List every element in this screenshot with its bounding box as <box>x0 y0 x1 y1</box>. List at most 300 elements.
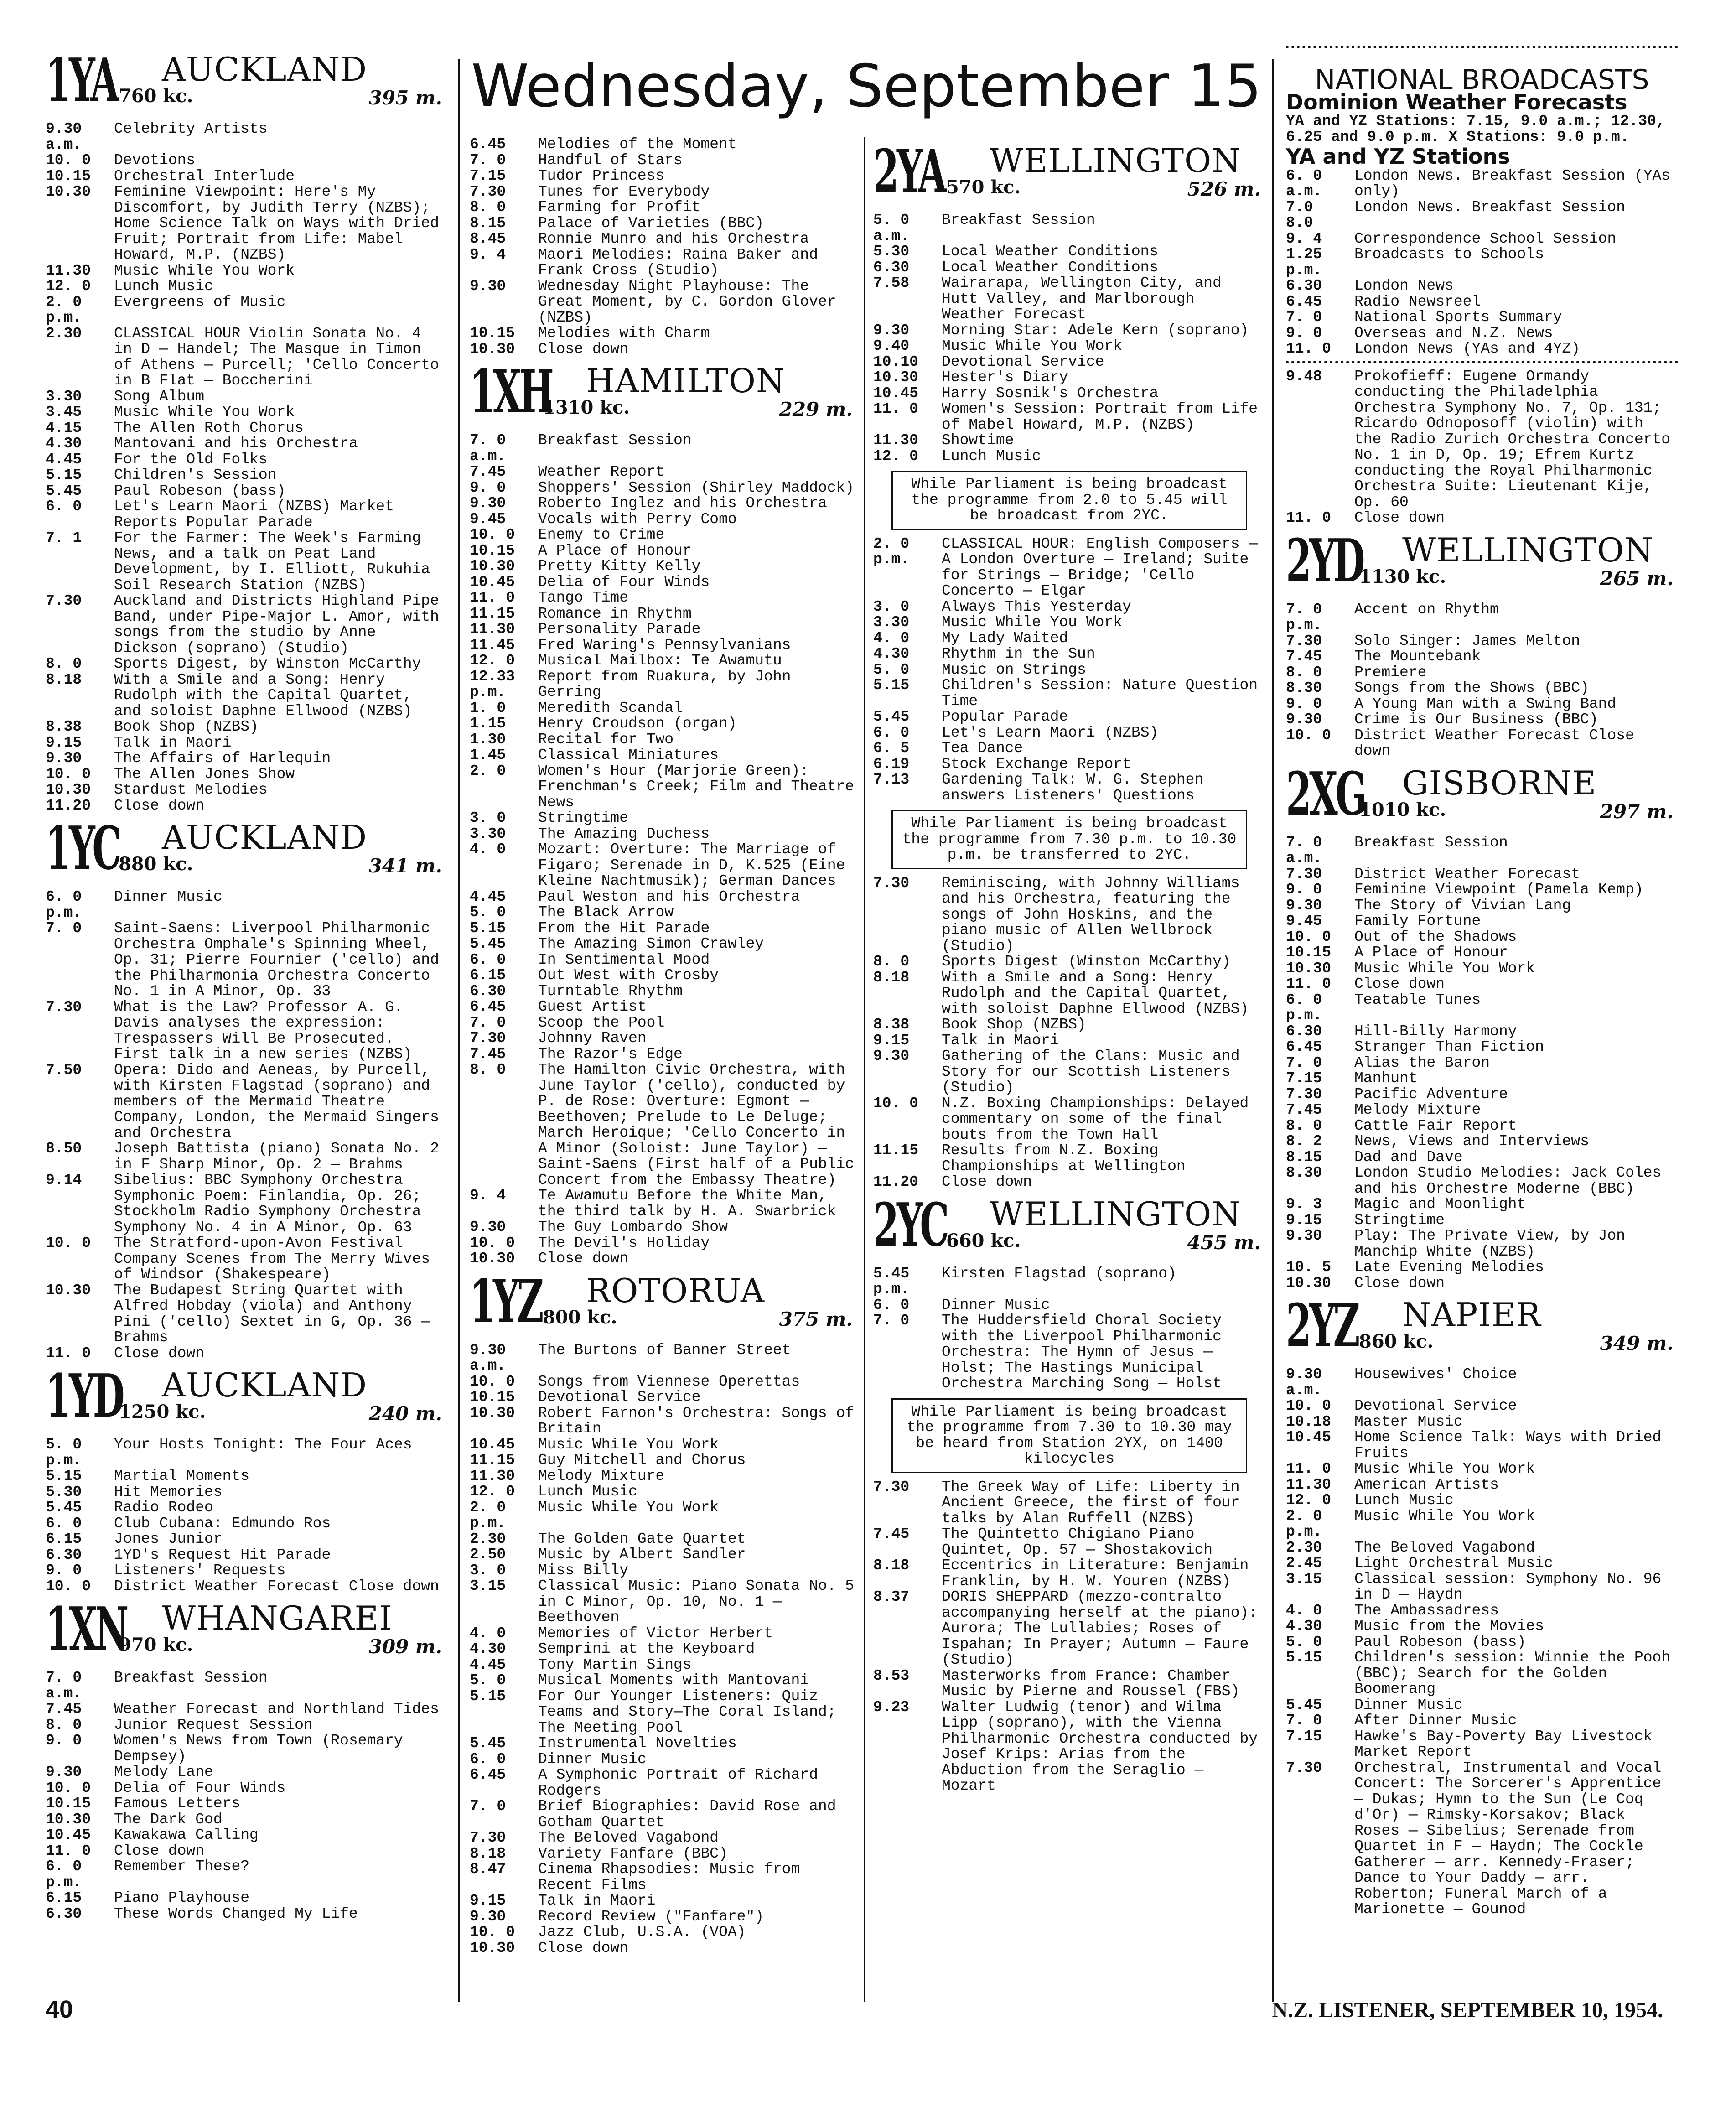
programme-title: Feminine Viewpoint (Pamela Kemp) <box>1354 881 1643 898</box>
programme-row <box>470 184 857 200</box>
programme-title: Record Review ("Fanfare") <box>538 1908 764 1925</box>
programme-time: 8.47 <box>470 1861 506 1878</box>
programme-row <box>46 921 447 1000</box>
programme-time: 11. 0 <box>46 1344 91 1362</box>
ornamental-rule <box>1286 361 1678 369</box>
programme-time: 9.45 <box>1286 913 1322 929</box>
programme-time: 11.30 <box>470 1467 515 1484</box>
programme-title: Eccentrics in Literature: Benjamin Franklin, by H. W. Youren (NZBS) <box>942 1557 1258 1590</box>
programme-time: 10.15 <box>46 167 91 185</box>
weather-title: Dominion Weather Forecasts <box>1286 89 1627 114</box>
programme-time: 4.30 <box>470 1640 506 1657</box>
programme-title: Gardening Talk: W. G. Stephen answers Listeners' Questions <box>942 771 1213 804</box>
column-divider <box>458 59 460 2002</box>
programme-time: 1.15 <box>470 715 506 732</box>
programme-time: 11. 0 <box>470 589 515 606</box>
programme-row <box>1286 1635 1678 1650</box>
programme-row <box>1286 913 1678 929</box>
programme-row <box>873 662 1265 678</box>
programme-row <box>1286 1461 1678 1477</box>
programme-time: 1.30 <box>470 731 506 748</box>
station-schedule <box>1286 369 1678 526</box>
programme-time: 8.50 <box>46 1140 82 1157</box>
programme-row <box>873 536 1265 599</box>
programme-row <box>46 593 447 656</box>
programme-time: 9.30 <box>470 1219 506 1235</box>
programme-title: Opera: Dido and Aeneas, by Purcell, with Kirsten Flagstad (soprano) and members of the Mermaid Theatre Company, London, the Mermaid Singers and Orchestra <box>114 1061 448 1142</box>
programme-title: What is the Law? Professor A. G. Davis analyses the expression: Trespassers Will Be Prosecuted. First talk in a new series (NZBS) <box>114 998 412 1063</box>
programme-row <box>470 496 857 512</box>
programme-title: Semprini at the Keyboard <box>538 1640 755 1657</box>
programme-title: The Ambassadress <box>1354 1602 1499 1619</box>
programme-title: Junior Request Session <box>114 1716 313 1734</box>
column-3 <box>873 137 1265 1794</box>
programme-time: 8. 0 <box>1286 664 1322 681</box>
programme-title: Popular Parade <box>942 708 1068 725</box>
station-frequency: 1130 kc. <box>1359 566 1446 587</box>
programme-title: Rhythm in the Sun <box>942 645 1095 662</box>
programme-row <box>46 1733 447 1765</box>
programme-title: A Young Man with a Swing Band <box>1354 695 1617 712</box>
programme-time: 6.15 <box>46 1889 82 1906</box>
programme-time: 9.15 <box>1286 1211 1322 1229</box>
programme-time: 2. 0 p.m. <box>470 1499 515 1531</box>
programme-time: 1.45 <box>470 747 506 763</box>
station-call-sign: 2YZ <box>1286 1291 1358 1360</box>
programme-row <box>470 1484 857 1500</box>
programme-row <box>1286 1398 1678 1414</box>
programme-row <box>46 1547 447 1563</box>
station-schedule <box>470 1341 863 1957</box>
programme-title: Feminine Viewpoint: Here's My Discomfort, by Judith Terry (NZBS); Home Science Talk on Ways with Dried Fruit; Portrait from Life: Mabel Howard, M.P. (NZBS) <box>114 183 448 263</box>
programme-time: 9.30 <box>1286 1227 1322 1244</box>
programme-title: Musical Moments with Mantovani <box>538 1672 809 1689</box>
programme-row <box>873 1589 1265 1668</box>
programme-title: Delia of Four Winds <box>538 573 710 591</box>
programme-time: 9.30 <box>470 277 506 295</box>
programme-time: 11. 0 <box>46 1842 91 1859</box>
programme-time: 7.30 <box>470 1030 506 1047</box>
programme-time: 11. 0 <box>873 400 919 417</box>
programme-time: 6.30 <box>46 1546 82 1563</box>
programme-time: 10.30 <box>873 369 919 386</box>
programme-row <box>46 1859 447 1890</box>
programme-title: The Story of Vivian Lang <box>1354 897 1571 914</box>
programme-title: Wairarapa, Wellington City, and Hutt Valley, and Marlborough Weather Forecast <box>942 275 1231 323</box>
programme-time: 12. 0 <box>46 278 91 295</box>
programme-time: 9.30 a.m. <box>46 120 91 153</box>
programme-row <box>1286 1197 1678 1213</box>
national-schedule <box>1286 168 1678 357</box>
ya-yz-title: YA and YZ Stations <box>1286 144 1510 169</box>
programme-row <box>470 464 857 480</box>
programme-time: 4.45 <box>470 888 506 905</box>
programme-time: 7.30 <box>470 1829 506 1846</box>
programme-row <box>873 386 1265 402</box>
programme-time: 7.30 <box>46 998 82 1016</box>
programme-time: 5.45 <box>1286 1696 1322 1713</box>
programme-time: 8.37 <box>873 1588 910 1605</box>
programme-row <box>470 1500 857 1531</box>
programme-time: 7.45 <box>470 463 506 480</box>
programme-title: Devotional Service <box>1354 1397 1517 1414</box>
programme-title: Stringtime <box>538 810 629 826</box>
programme-time: 7.15 <box>1286 1070 1322 1087</box>
programme-title: Stardust Melodies <box>114 781 268 798</box>
programme-title: Maori Melodies: Raina Baker and Frank Cross (Studio) <box>538 246 827 279</box>
programme-row <box>46 751 447 767</box>
programme-time: 8. 0 <box>873 953 910 970</box>
programme-time: 9. 0 <box>46 1732 82 1749</box>
programme-time: 8.15 <box>470 214 506 232</box>
programme-time: 7.45 <box>46 1701 82 1718</box>
programme-title: Paul Robeson (bass) <box>114 482 286 499</box>
programme-time: 7.58 <box>873 275 910 291</box>
programme-time: 9. 0 <box>470 479 506 496</box>
programme-row <box>470 1846 857 1862</box>
programme-row <box>470 1736 857 1752</box>
programme-time: 3.15 <box>1286 1570 1322 1588</box>
programme-row <box>46 1718 447 1734</box>
programme-row <box>873 449 1265 465</box>
station-frequency: 1310 kc. <box>543 397 630 418</box>
programme-title: Breakfast Session <box>1354 834 1508 851</box>
programme-row <box>1286 696 1678 712</box>
programme-title: Orchestral Interlude <box>114 167 295 185</box>
programme-row <box>873 741 1265 757</box>
programme-title: Handful of Stars <box>538 151 683 169</box>
programme-row <box>46 1500 447 1516</box>
programme-row <box>1286 602 1678 633</box>
programme-time: 7.30 <box>873 1478 910 1495</box>
programme-time: 4.30 <box>873 645 910 662</box>
programme-time: 5. 0 <box>873 661 910 678</box>
programme-row <box>46 735 447 751</box>
programme-time: 10.10 <box>873 353 919 370</box>
programme-time: 9. 4 <box>1286 230 1322 247</box>
programme-row <box>46 1437 447 1469</box>
programme-title: Broadcasts to Schools <box>1354 246 1544 263</box>
programme-time: 7.45 <box>1286 648 1322 665</box>
programme-time: 6. 0 p.m. <box>1286 991 1332 1024</box>
programme-time: 4. 0 <box>470 1625 506 1642</box>
programme-title: Showtime <box>942 432 1014 449</box>
programme-title: Jazz Club, U.S.A. (VOA) <box>538 1924 746 1941</box>
programme-time: 10. 0 <box>470 526 515 543</box>
programme-time: 10. 0 <box>1286 928 1332 945</box>
programme-time: 5.30 <box>873 243 910 260</box>
programme-time: 7.30 <box>1286 865 1322 882</box>
programme-time: 10.15 <box>470 1389 515 1406</box>
programme-title: Close down <box>114 1344 205 1362</box>
programme-title: Always This Yesterday <box>942 598 1131 615</box>
programme-title: Miss Billy <box>538 1562 629 1579</box>
programme-row <box>470 622 857 638</box>
programme-title: Your Hosts Tonight: The Four Aces <box>114 1436 412 1453</box>
programme-time: 6. 0 <box>46 498 82 515</box>
programme-title: Dinner Music <box>1354 1696 1463 1713</box>
programme-time: 10.30 <box>1286 1274 1332 1292</box>
programme-time: 4.30 <box>46 435 82 452</box>
programme-title: Master Music <box>1354 1413 1463 1430</box>
programme-row <box>873 323 1265 339</box>
programme-time: 6. 5 <box>873 740 910 757</box>
programme-row <box>46 467 447 483</box>
programme-row <box>1286 1071 1678 1087</box>
programme-time: 11.15 <box>470 605 515 622</box>
programme-title: The Affairs of Harlequin <box>114 750 331 767</box>
programme-row <box>470 1830 857 1846</box>
programme-time: 11.15 <box>470 1452 515 1469</box>
programme-time: 5.45 <box>873 708 910 725</box>
programme-title: Masterworks from France: Chamber Music by Pierne and Roussel (FBS) <box>942 1667 1240 1700</box>
programme-row <box>873 646 1265 662</box>
programme-title: Palace of Varieties (BBC) <box>538 214 764 232</box>
programme-row <box>1286 1150 1678 1166</box>
programme-time: 7.30 <box>873 874 910 892</box>
programme-row <box>46 1173 447 1235</box>
programme-time: 9.45 <box>470 510 506 528</box>
programme-time: 6.45 <box>1286 293 1322 310</box>
programme-time: 6.45 <box>470 136 506 153</box>
programme-title: Radio Newsreel <box>1354 293 1481 310</box>
programme-title: London News <box>1354 277 1454 294</box>
station-frequency: 660 kc. <box>946 1230 1021 1251</box>
programme-title: The Quintetto Chigiano Piano Quintet, Op. 57 — Shostakovich <box>942 1526 1213 1558</box>
station-wavelength: 229 m. <box>779 398 853 420</box>
programme-row <box>46 1000 447 1063</box>
station-wavelength: 341 m. <box>368 855 442 877</box>
programme-time: 10.45 <box>1286 1429 1332 1446</box>
programme-title: Music While You Work <box>538 1436 719 1453</box>
programme-title: Crime is Our Business (BBC) <box>1354 711 1598 728</box>
programme-time: 10.45 <box>470 1436 515 1453</box>
programme-row <box>1286 341 1678 357</box>
programme-row <box>46 436 447 452</box>
programme-title: Alias the Baron <box>1354 1054 1490 1071</box>
programme-title: The Amazing Simon Crawley <box>538 935 764 952</box>
station-schedule <box>1286 835 1678 1292</box>
programme-title: Dad and Dave <box>1354 1148 1463 1166</box>
programme-time: 10.30 <box>46 1282 91 1299</box>
programme-row <box>873 1174 1265 1190</box>
column-1 <box>46 46 447 1922</box>
programme-row <box>470 1031 857 1047</box>
station-header <box>46 1361 447 1432</box>
programme-row <box>1286 1213 1678 1229</box>
programme-title: Devotions <box>114 152 196 169</box>
programme-time: 7.30 <box>470 183 506 200</box>
programme-title: Women's News from Town (Rosemary Dempsey) <box>114 1732 412 1765</box>
programme-time: 6.45 <box>470 998 506 1015</box>
programme-title: The Mountebank <box>1354 648 1481 665</box>
programme-time: 12. 0 <box>470 652 515 669</box>
programme-time: 6.30 <box>470 982 506 1000</box>
programme-time: 6.30 <box>46 1905 82 1922</box>
programme-row <box>470 952 857 968</box>
programme-row <box>470 1657 857 1673</box>
programme-time: 6.45 <box>1286 1038 1322 1055</box>
programme-row <box>1286 929 1678 945</box>
programme-row <box>1286 1603 1678 1619</box>
programme-time: 5. 0 <box>470 1672 506 1689</box>
station-wavelength: 455 m. <box>1187 1231 1261 1254</box>
programme-row <box>1286 294 1678 310</box>
programme-row <box>470 247 857 279</box>
programme-title: Song Album <box>114 388 205 405</box>
programme-row <box>470 1061 863 1189</box>
programme-row <box>470 1752 857 1768</box>
programme-title: Music While You Work <box>942 337 1123 354</box>
programme-row <box>46 169 447 185</box>
programme-row <box>873 1048 1265 1096</box>
column-4 <box>1286 46 1678 1918</box>
programme-row <box>470 216 857 232</box>
programme-time: 12.33 p.m. <box>470 668 524 701</box>
programme-row <box>873 1143 1265 1174</box>
programme-time: 7. 0 <box>470 1798 506 1815</box>
programme-time: 10. 0 <box>873 1095 919 1112</box>
programme-title: Out West with Crosby <box>538 967 719 984</box>
programme-row <box>873 599 1265 615</box>
programme-time: 6.30 <box>873 259 910 276</box>
programme-title: Dinner Music <box>538 1750 647 1768</box>
programme-row <box>873 1298 1265 1313</box>
programme-row <box>1286 231 1678 247</box>
programme-row <box>470 1453 857 1469</box>
programme-title: Famous Letters <box>114 1795 241 1812</box>
programme-title: Shoppers' Session (Shirley Maddock) <box>538 479 855 496</box>
programme-row <box>470 137 857 153</box>
programme-row <box>1286 1024 1678 1040</box>
programme-time: 10.18 <box>1286 1413 1332 1430</box>
programme-time: 9.30 <box>873 322 910 339</box>
programme-row <box>1286 1697 1678 1713</box>
programme-row <box>46 1796 447 1812</box>
programme-row <box>46 405 447 420</box>
column-divider <box>864 137 865 2002</box>
programme-row <box>1286 882 1678 898</box>
programme-time: 10.15 <box>470 542 515 559</box>
programme-title: Music While You Work <box>114 404 295 420</box>
programme-row <box>470 1469 857 1484</box>
notice-box: While Parliament is being broadcast the programme from 2.0 to 5.45 will be broadcast from 2YC. <box>891 471 1247 530</box>
programme-title: Tony Martin Sings <box>538 1656 692 1673</box>
programme-title: Paul Weston and his Orchestra <box>538 888 800 905</box>
programme-row <box>470 543 857 559</box>
programme-time: 2.30 <box>46 325 82 342</box>
programme-title: Hawke's Bay-Poverty Bay Livestock Market Report <box>1354 1728 1662 1760</box>
programme-time: 11. 0 <box>1286 976 1332 992</box>
programme-title: Teatable Tunes <box>1354 991 1481 1008</box>
programme-title: Solo Singer: James Melton <box>1354 632 1581 649</box>
programme-row <box>1286 992 1678 1024</box>
programme-title: Stringtime <box>1354 1211 1445 1229</box>
programme-title: Classical session: Symphony No. 96 in D — Haydn <box>1354 1570 1671 1603</box>
programme-title: Prokofieff: Eugene Ormandy conducting the Philadelphia Orchestra Symphony No. 7, Op. 131; Ricardo Odnoposoff (violin) with the Radio Zurich Orchestra Concerto No. 1 in D, Op. 19; Efrem Kurtz conducting the Royal Philharmonic Orchestra Suite: Lieutenant Kije, Op. 60 <box>1354 368 1679 511</box>
programme-title: Let's Learn Maori (NZBS) <box>942 724 1159 741</box>
programme-title: Music While You Work <box>1354 960 1535 977</box>
programme-row <box>46 1827 447 1843</box>
programme-title: A Place of Honour <box>538 542 692 559</box>
programme-row <box>470 1689 857 1736</box>
programme-title: Music by Albert Sandler <box>538 1546 746 1563</box>
programme-title: Breakfast Session <box>942 212 1095 228</box>
programme-title: Cinema Rhapsodies: Music from Recent Films <box>538 1861 809 1894</box>
programme-title: Talk in Maori <box>942 1032 1059 1049</box>
programme-title: Mantovani and his Orchestra <box>114 435 358 452</box>
programme-row <box>46 420 447 436</box>
programme-row <box>470 701 857 716</box>
programme-time: 5.15 <box>1286 1649 1322 1666</box>
programme-row <box>1286 1039 1678 1055</box>
programme-title: Close down <box>1354 976 1445 992</box>
programme-time: 8.45 <box>470 230 506 247</box>
programme-time: 7.50 <box>46 1061 82 1079</box>
programme-time: 9.48 <box>1286 368 1322 385</box>
programme-title: Melodies of the Moment <box>538 136 737 153</box>
programme-title: Enemy to Crime <box>538 526 665 543</box>
programme-row <box>470 1188 857 1220</box>
programme-row <box>1286 310 1678 326</box>
programme-row <box>1286 898 1678 914</box>
station-frequency: 970 kc. <box>119 1634 193 1656</box>
station-call-sign: 1XH <box>470 357 552 426</box>
programme-title: Tudor Princess <box>538 167 665 184</box>
programme-title: Guest Artist <box>538 998 647 1015</box>
programme-row <box>1286 1134 1678 1150</box>
programme-time: 9.15 <box>46 734 82 751</box>
programme-time: 3. 0 <box>470 810 506 826</box>
programme-title: Close down <box>1354 1274 1445 1292</box>
programme-time: 10.30 <box>46 1811 91 1828</box>
programme-time: 7.45 <box>470 1045 506 1063</box>
programme-title: Paul Robeson (bass) <box>1354 1633 1526 1650</box>
programme-row <box>1286 1540 1678 1556</box>
programme-row <box>46 1702 447 1718</box>
programme-row <box>470 1251 857 1267</box>
programme-title: A Place of Honour <box>1354 944 1508 961</box>
programme-title: District Weather Forecast Close down <box>114 1578 439 1595</box>
programme-title: Weather Forecast and Northland Tides <box>114 1701 439 1718</box>
station-header <box>1286 758 1678 830</box>
programme-time: 7. 0 <box>470 1014 506 1031</box>
programme-title: District Weather Forecast <box>1354 865 1581 882</box>
programme-row <box>873 433 1265 449</box>
programme-title: The Devil's Holiday <box>538 1234 710 1251</box>
programme-title: Music While You Work <box>1354 1507 1535 1525</box>
programme-title: Overseas and N.Z. News <box>1354 324 1553 342</box>
programme-time: 9.30 <box>1286 711 1322 728</box>
programme-time: 9. 3 <box>1286 1196 1322 1213</box>
programme-title: Evergreens of Music <box>114 293 286 311</box>
programme-title: Out of the Shadows <box>1354 928 1517 945</box>
programme-row <box>470 433 857 464</box>
programme-title: Auckland and Districts Highland Pipe Band, under Pipe-Major L. Amor, with songs from the studio by Anne Dickson (soprano) (Studio) <box>114 592 448 657</box>
programme-row <box>470 326 857 342</box>
station-header <box>873 136 1265 208</box>
programme-row <box>470 1641 857 1657</box>
programme-time: 7. 0 <box>1286 309 1322 326</box>
programme-title: Devotional Service <box>942 353 1104 370</box>
programme-time: 8.38 <box>46 718 82 735</box>
programme-row <box>46 121 447 153</box>
programme-title: Close down <box>114 797 205 814</box>
programme-time: 9.23 <box>873 1698 910 1716</box>
programme-title: Stock Exchange Report <box>942 755 1131 773</box>
programme-title: Mozart: Overture: The Marriage of Figaro; Serenade in D, K.525 (Eine Kleine Nachtmusik); German Dances <box>538 841 855 889</box>
programme-row <box>470 590 857 606</box>
